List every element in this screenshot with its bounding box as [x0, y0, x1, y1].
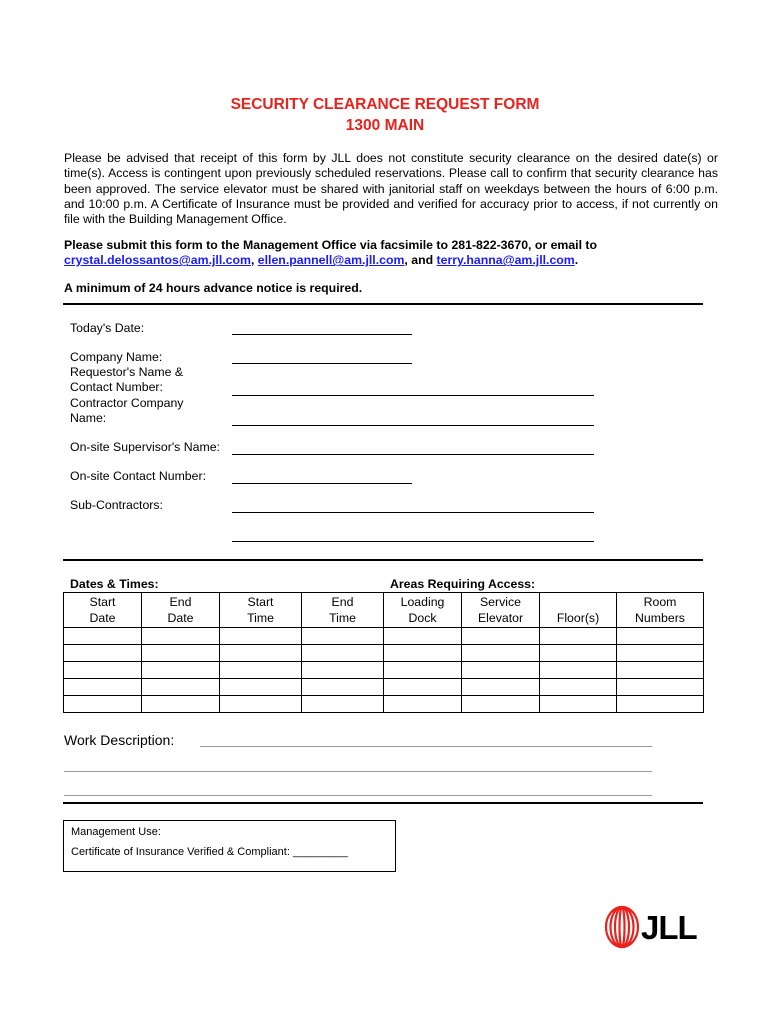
- certificate-verified-line: Certificate of Insurance Verified & Compliant: _________: [71, 846, 348, 858]
- todays-date-label: Today's Date:: [70, 321, 145, 335]
- requestor-label-line1: Requestor's Name &: [70, 365, 184, 379]
- column-header-line1: Service: [479, 595, 521, 609]
- column-header: [142, 593, 220, 628]
- dates-times-heading: Dates & Times:: [70, 577, 159, 591]
- table-cell[interactable]: [220, 696, 302, 713]
- table-row: [64, 628, 704, 645]
- table-cell[interactable]: [64, 662, 142, 679]
- table-cell[interactable]: [220, 645, 302, 662]
- column-header-line2: Floor(s): [556, 611, 600, 625]
- column-header-line2: Numbers: [635, 611, 685, 625]
- table-cell[interactable]: [142, 679, 220, 696]
- table-cell[interactable]: [142, 628, 220, 645]
- divider-middle: [63, 559, 703, 561]
- table-cell[interactable]: [462, 645, 540, 662]
- subcontractors-field-1[interactable]: [232, 512, 594, 513]
- table-cell[interactable]: [384, 679, 462, 696]
- column-header-line1: [540, 594, 616, 610]
- company-name-field[interactable]: [232, 363, 412, 364]
- work-description-line-2[interactable]: [64, 771, 652, 772]
- table-cell[interactable]: [617, 645, 704, 662]
- column-header-line1: Room: [643, 595, 677, 609]
- table-cell[interactable]: [617, 679, 704, 696]
- contact-number-label: On-site Contact Number:: [70, 469, 206, 483]
- contractor-field[interactable]: [232, 425, 594, 426]
- management-heading: Management Use:: [71, 826, 161, 838]
- table-row: [64, 696, 704, 713]
- table-cell[interactable]: [384, 645, 462, 662]
- table-cell[interactable]: [462, 696, 540, 713]
- table-cell[interactable]: [302, 645, 384, 662]
- table-cell[interactable]: [302, 662, 384, 679]
- column-header-line1: End: [169, 595, 192, 609]
- access-schedule-table: [63, 592, 704, 713]
- divider-bottom: [63, 802, 703, 804]
- table-cell[interactable]: [540, 628, 617, 645]
- table-cell[interactable]: [220, 679, 302, 696]
- table-cell[interactable]: [617, 696, 704, 713]
- company-name-label: Company Name:: [70, 350, 163, 364]
- submit-sep-1: ,: [250, 253, 255, 268]
- form-subtitle: 1300 MAIN: [345, 117, 425, 134]
- column-header-line1: Start: [89, 595, 116, 609]
- table-cell[interactable]: [64, 628, 142, 645]
- column-header-line2: Date: [89, 611, 116, 625]
- table-cell[interactable]: [462, 679, 540, 696]
- table-cell[interactable]: [142, 696, 220, 713]
- advance-notice: A minimum of 24 hours advance notice is required.: [64, 281, 363, 295]
- contact-number-field[interactable]: [232, 483, 412, 484]
- jll-logo-text: JLL: [641, 909, 697, 946]
- contractor-label-line1: Contractor Company: [70, 396, 184, 410]
- table-cell[interactable]: [142, 662, 220, 679]
- table-cell[interactable]: [384, 662, 462, 679]
- column-header-line1: Start: [247, 595, 274, 609]
- table-cell[interactable]: [220, 628, 302, 645]
- table-cell[interactable]: [617, 628, 704, 645]
- table-row: [64, 662, 704, 679]
- column-header-line2: Time: [329, 611, 356, 625]
- todays-date-field[interactable]: [232, 334, 412, 335]
- table-cell[interactable]: [142, 645, 220, 662]
- divider-top: [63, 303, 703, 305]
- column-header: [64, 593, 142, 628]
- table-cell[interactable]: [540, 696, 617, 713]
- column-header: [462, 593, 540, 628]
- contractor-label-line2: Name:: [70, 411, 107, 425]
- table-cell[interactable]: [64, 696, 142, 713]
- email-link-ellen[interactable]: ellen.pannell@am.jll.com: [257, 253, 405, 268]
- column-header: [384, 593, 462, 628]
- table-cell[interactable]: [302, 696, 384, 713]
- column-header: [617, 593, 704, 628]
- form-title: SECURITY CLEARANCE REQUEST FORM: [230, 96, 540, 113]
- column-header-line2: Time: [247, 611, 274, 625]
- column-header-line1: Loading: [400, 595, 445, 609]
- table-cell[interactable]: [302, 679, 384, 696]
- table-cell[interactable]: [617, 662, 704, 679]
- table-cell[interactable]: [540, 679, 617, 696]
- table-cell[interactable]: [540, 645, 617, 662]
- column-header: [220, 593, 302, 628]
- table-row: [64, 645, 704, 662]
- table-cell[interactable]: [64, 679, 142, 696]
- table-cell[interactable]: [64, 645, 142, 662]
- column-header-line2: Date: [167, 611, 194, 625]
- submit-instructions: [64, 238, 718, 269]
- table-cell[interactable]: [462, 662, 540, 679]
- table-header-row: [64, 593, 704, 628]
- email-link-terry[interactable]: terry.hanna@am.jll.com: [436, 253, 575, 268]
- column-header: [302, 593, 384, 628]
- table-cell[interactable]: [384, 628, 462, 645]
- requestor-field[interactable]: [232, 395, 594, 396]
- supervisor-field[interactable]: [232, 454, 594, 455]
- jll-logo-mark: [606, 907, 638, 947]
- table-cell[interactable]: [220, 662, 302, 679]
- column-header-line2: Dock: [408, 611, 437, 625]
- supervisor-label: On-site Supervisor's Name:: [70, 440, 220, 454]
- column-header: [540, 593, 617, 628]
- table-cell[interactable]: [302, 628, 384, 645]
- areas-access-heading: Areas Requiring Access:: [390, 577, 536, 591]
- submit-text: Please submit this form to the Management Office via facsimile to 281-822-3670, or email to: [64, 238, 598, 252]
- email-link-crystal[interactable]: crystal.delossantos@am.jll.com: [64, 253, 251, 268]
- column-header-line1: End: [331, 595, 354, 609]
- table-row: [64, 679, 704, 696]
- table-cell[interactable]: [384, 696, 462, 713]
- subcontractors-label: Sub-Contractors:: [70, 498, 163, 512]
- submit-sep-2: , and: [404, 253, 434, 268]
- work-description-label: Work Description:: [64, 732, 175, 748]
- requestor-label-line2: Contact Number:: [70, 380, 163, 394]
- intro-paragraph: Please be advised that receipt of this form by JLL does not constitute security clearance on the desired date(s) or time(s). Access is contingent upon previously scheduled reservations. Please call to confirm that security clearance has been approved. The service elevator must be shared with janitorial staff on weekdays between the hours of 6:00 p.m. and 10:00 p.m. A Certificate of Insurance must be provided and verified for accuracy prior to access, if not currently on file with the Building Management Office.: [64, 151, 718, 227]
- management-use-box: [63, 820, 396, 872]
- column-header-line2: Elevator: [477, 611, 524, 625]
- work-description-line-3[interactable]: [64, 795, 652, 796]
- submit-end: .: [574, 253, 579, 268]
- table-cell[interactable]: [540, 662, 617, 679]
- work-description-line-1[interactable]: [200, 746, 652, 747]
- table-cell[interactable]: [462, 628, 540, 645]
- subcontractors-field-2[interactable]: [232, 541, 594, 542]
